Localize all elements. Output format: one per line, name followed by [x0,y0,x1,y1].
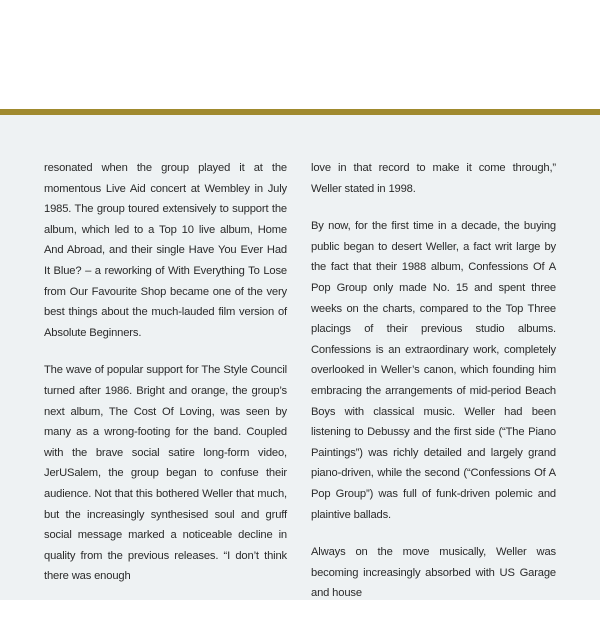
paragraph: Always on the move musically, Weller was becoming increasingly absorbed with US Garage and house [311,546,556,600]
paragraph: love in that record to make it come through,” Weller stated in 1998. [311,162,556,195]
gold-rule-divider [0,109,600,115]
top-margin [0,0,600,109]
paragraph: By now, for the first time in a decade, the buying public began to desert Weller, a fact writ large by the fact that their 1988 album, Confessions Of A Pop Group only made No. 15 and spent three weeks on the charts, compared to the Top Three placings of their previous studio albums. Confessions is an extraordinary work, completely overlooked in Weller’s canon, which founding him embracing the arrangements of mid-period Beach Boys with classical music. Weller had been listening to Debussy and the first side (“The Piano Paintings”) was richly detailed and largely grand piano-driven, while the second (“Confessions Of A Pop Group”) was full of funk-driven polemic and plaintive ballads. [311,220,556,521]
paragraph: resonated when the group played it at the momentous Live Aid concert at Wembley in July 1985. The group toured extensively to support the album, which led to a Top 10 live album, Home And Abroad, and their single Have You Ever Had It Blue? – a reworking of With Everything To Lose from Our Favourite Shop became one of the very best things about the much-lauded film version of Absolute Beginners. [44,162,287,339]
right-column [311,158,556,621]
paragraph: The wave of popular support for The Style Council turned after 1986. Bright and orange, the group’s next album, The Cost Of Loving, was seen by many as a wrong-footing for the band. Coupled with the brave social satire long-form video, JerUSalem, the group began to confuse their audience. Not that this bothered Weller that much, but the increasingly synthesised soul and gruff social message marked a noticeable decline in quality from the previous releases. “I don’t think there was enough [44,364,287,583]
left-column [44,158,287,604]
